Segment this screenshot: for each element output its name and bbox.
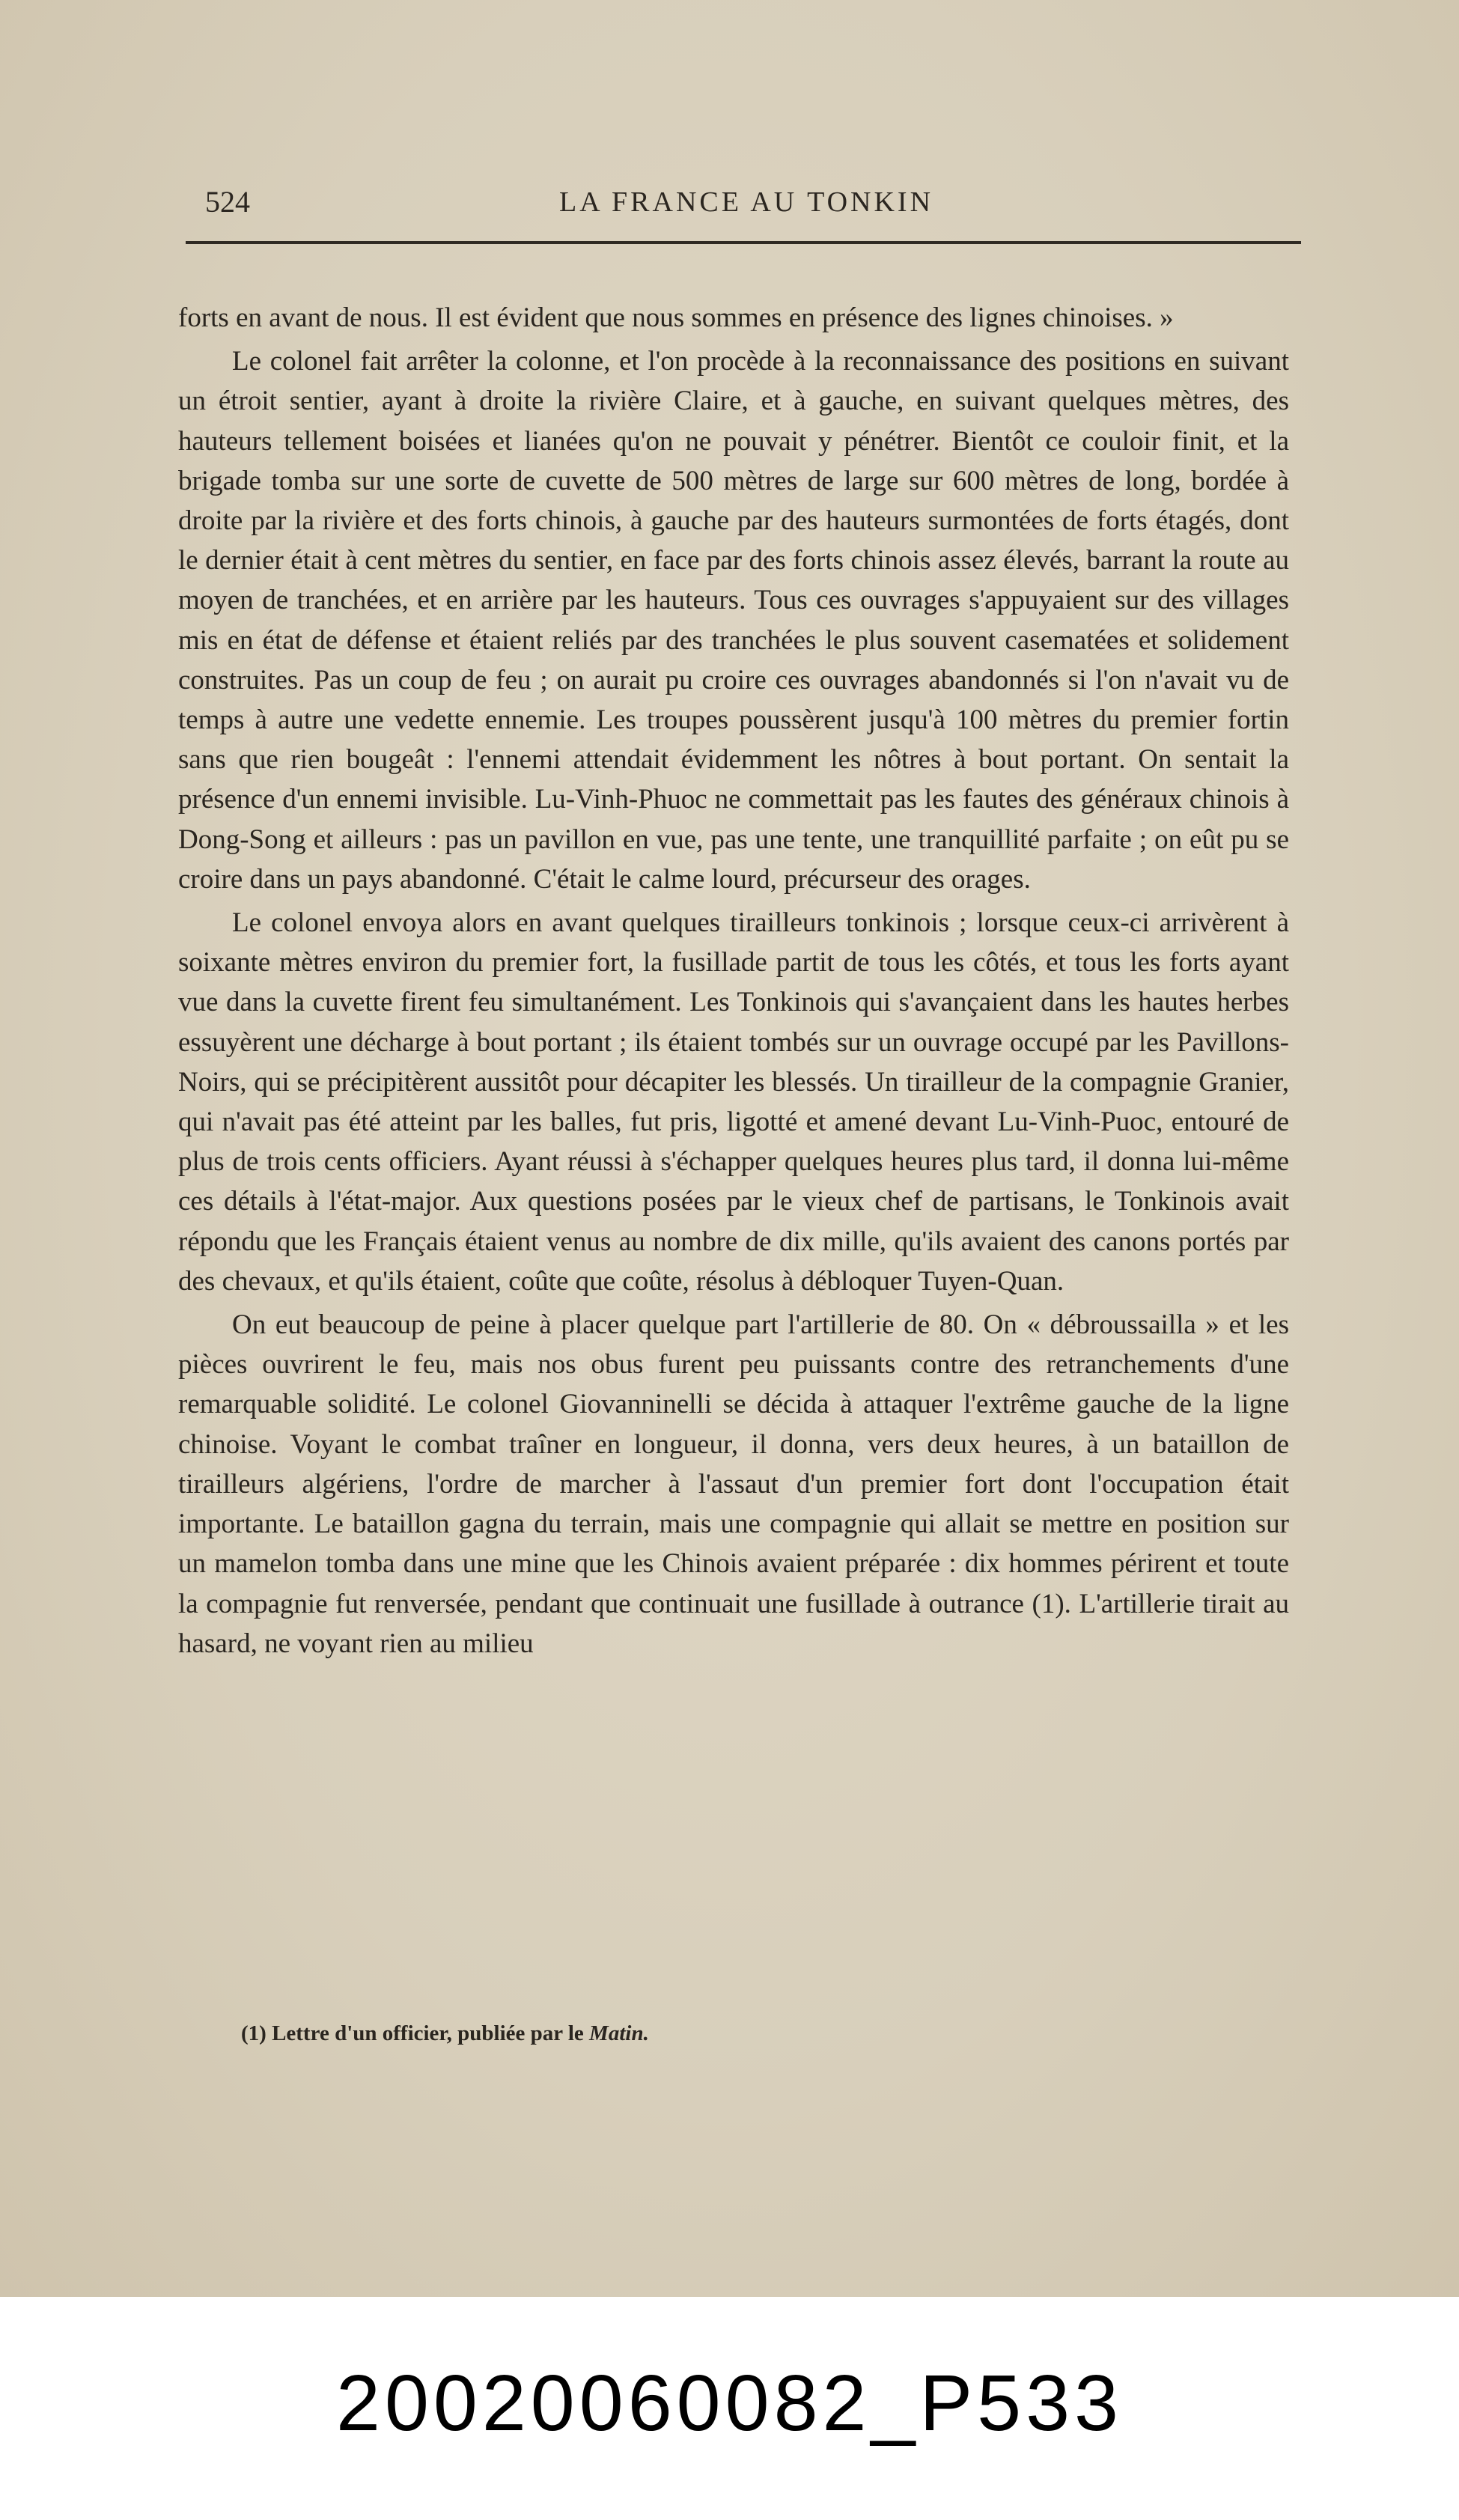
image-caption: 20020060082_P533 [336,2359,1123,2447]
paragraph-continuation: forts en avant de nous. Il est évident que nous sommes en présence des lignes chinoises. » [178,302,1174,333]
running-title: LA FRANCE AU TONKIN [558,186,934,218]
paragraph: Le colonel envoya alors en avant quelques tirailleurs tonkinois ; lorsque ceux-ci arrivèrent à soixante mètres environ du premier fort, la fusillade partit de tous les côtés, et tous les forts ayant vue dans la cuvette firent feu simultanément. Les Tonkinois qui s'avançaient dans les hautes herbes essuyèrent une décharge à bout portant ; ils étaient tombés sur un ouvrage occupé par les Pavillons-Noirs, qui se précipitèrent aussitôt pour décapiter les blessés. Un tirailleur de la compagnie Granier, qui n'avait pas été atteint par les balles, fut pris, ligotté et amené devant Lu-Vinh-Puoc, entouré de plus de trois cents officiers. Ayant réussi à s'échapper quelques heures plus tard, il donna lui-même ces détails à l'état-major. Aux questions posées par le vieux chef de partisans, le Tonkinois avait répondu que les Français étaient venus au nombre de dix mille, qu'ils avaient des canons portés par des chevaux, et qu'ils étaient, coûte que coûte, résolus à débloquer Tuyen-Quan. [178,907,1289,1297]
body-text [178,298,1289,1667]
page-number: 524 [205,185,250,219]
paragraph: Le colonel fait arrêter la colonne, et l'on procède à la reconnaissance des positions en suivant un étroit sentier, ayant à droite la rivière Claire, et à gauche, en suivant quelques mètres, des hauteurs tellement boisées et lianées qu'on ne pouvait y pénétrer. Bientôt ce couloir finit, et la brigade tomba sur une sorte de cuvette de 500 mètres de large sur 600 mètres de long, bordée à droite par la rivière et des forts chinois, à gauche par des hauteurs surmontées de forts étagés, dont le dernier était à cent mètres du sentier, en face par des forts chinois assez élevés, barrant la route au moyen de tranchées, et en arrière par les hauteurs. Tous ces ouvrages s'appuyaient sur des villages mis en état de défense et étaient reliés par des tranchées le plus souvent casematées et solidement construites. Pas un coup de feu ; on aurait pu croire ces ouvrages abandonnés si l'on n'avait vu de temps à autre une vedette ennemie. Les troupes poussèrent jusqu'à 100 mètres du premier fortin sans que rien bougeât : l'ennemi attendait évidemment les nôtres à bout portant. On sentait la présence d'un ennemi invisible. Lu-Vinh-Phuoc ne commettait pas les fautes des généraux chinois à Dong-Song et ailleurs : pas un pavillon en vue, pas une tente, une tranquillité parfaite ; on eût pu se croire dans un pays abandonné. C'était le calme lourd, précurseur des orages. [178,346,1289,895]
paragraph: On eut beaucoup de peine à placer quelque part l'artillerie de 80. On « débroussailla » et les pièces ouvrirent le feu, mais nos obus furent peu puissants contre des retranchements d'une remarquable solidité. Le colonel Giovanninelli se décida à attaquer l'extrême gauche de la ligne chinoise. Voyant le combat traîner en longueur, il donna, vers deux heures, à un bataillon de tirailleurs algériens, l'ordre de marcher à l'assaut d'un premier fort dont l'occupation était importante. Le bataillon gagna du terrain, mais une compagnie qui allait se mettre en position sur un mamelon tomba dans une mine que les Chinois avaient préparée : dix hommes périrent et toute la compagnie fut renversée, pendant que continuait une fusillade à outrance (1). L'artillerie tirait au hasard, ne voyant rien au milieu [178,1309,1289,1659]
header-rule [186,241,1301,244]
running-head [196,184,1297,229]
footnote-source: Matin. [589,2021,649,2045]
footnote [241,2021,649,2046]
footnote-text: (1) Lettre d'un officier, publiée par le [241,2021,590,2045]
